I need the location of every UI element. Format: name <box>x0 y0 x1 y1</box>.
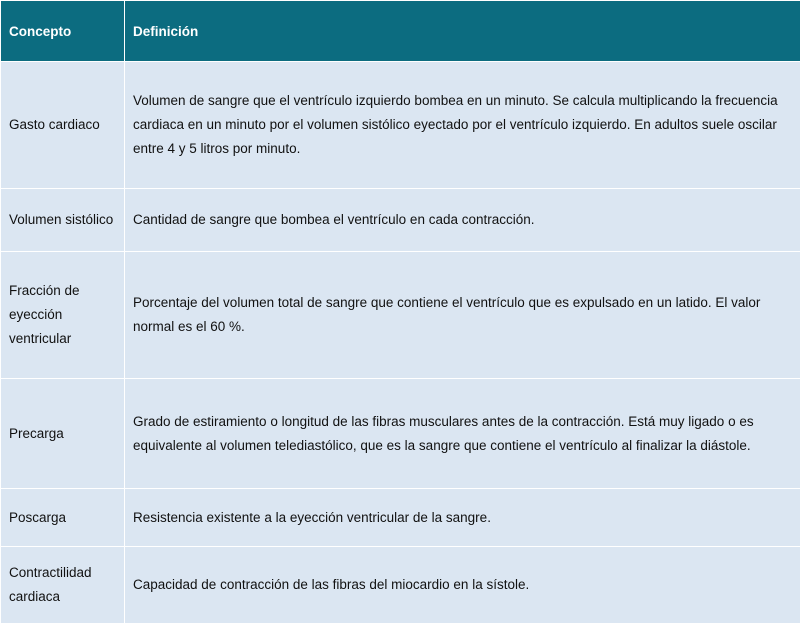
definition-cell: Resistencia existente a la eyección ventricular de la sangre. <box>125 489 800 547</box>
table-header-row <box>1 1 800 62</box>
concept-cell: Precarga <box>1 379 125 489</box>
table-row <box>1 189 800 252</box>
definition-cell: Capacidad de contracción de las fibras del miocardio en la sístole. <box>125 547 800 624</box>
definition-cell: Cantidad de sangre que bombea el ventrículo en cada contracción. <box>125 189 800 252</box>
table-row <box>1 489 800 547</box>
concept-cell: Fracción de eyección ventricular <box>1 252 125 379</box>
concept-cell: Gasto cardiaco <box>1 62 125 189</box>
definition-cell: Grado de estiramiento o longitud de las fibras musculares antes de la contracción. Está muy ligado o es equivalente al volumen telediastólico, que es la sangre que contiene el ventrículo al finalizar la diástole. <box>125 379 800 489</box>
concept-cell: Poscarga <box>1 489 125 547</box>
definition-cell: Porcentaje del volumen total de sangre que contiene el ventrículo que es expulsado en un latido. El valor normal es el 60 %. <box>125 252 800 379</box>
definition-cell: Volumen de sangre que el ventrículo izquierdo bombea en un minuto. Se calcula multiplicando la frecuencia cardiaca en un minuto por el volumen sistólico eyectado por el ventrículo izquierdo. En adultos suele oscilar entre 4 y 5 litros por minuto. <box>125 62 800 189</box>
concept-cell: Volumen sistólico <box>1 189 125 252</box>
header-definition: Definición <box>125 1 800 62</box>
table-row <box>1 379 800 489</box>
table-row <box>1 62 800 189</box>
table-row <box>1 547 800 624</box>
table-row <box>1 252 800 379</box>
header-concept: Concepto <box>1 1 125 62</box>
concept-cell: Contractilidad cardiaca <box>1 547 125 624</box>
